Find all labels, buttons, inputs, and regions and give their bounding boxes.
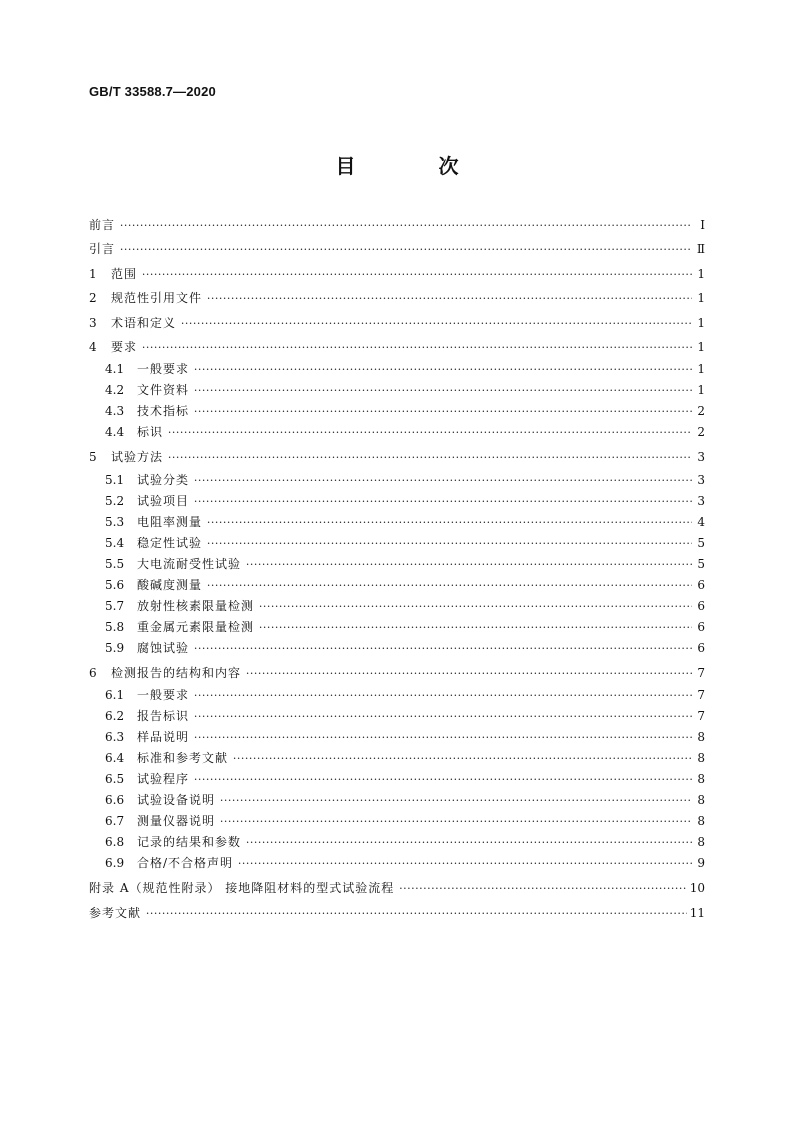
toc-entry-label: 稳定性试验	[137, 535, 203, 550]
toc-entry-page: 8	[697, 814, 705, 829]
toc-dot-leader	[246, 832, 692, 853]
toc-dot-leader	[233, 748, 692, 769]
toc-entry-label: 技术指标	[137, 404, 190, 419]
toc-entry-number: 6.1	[105, 688, 125, 703]
toc-dot-leader	[259, 617, 692, 638]
toc-entry-label: 范围	[111, 266, 138, 281]
toc-entry-number: 4	[89, 339, 97, 354]
toc-entry-page: 1	[697, 315, 705, 330]
toc-entry[interactable]	[89, 401, 705, 422]
toc-entry[interactable]	[89, 769, 705, 790]
toc-entry-label: 术语和定义	[111, 315, 177, 330]
toc-entry-page: 8	[697, 772, 705, 787]
toc-entry[interactable]	[89, 380, 705, 401]
toc-entry[interactable]	[89, 554, 705, 575]
toc-entry-number: 6.8	[105, 835, 125, 850]
toc-entry-label: 大电流耐受性试验	[137, 556, 242, 571]
toc-entry-page: 8	[697, 751, 705, 766]
toc-dot-leader	[220, 811, 692, 832]
toc-entry-number: 5.7	[105, 598, 125, 613]
toc-entry-page: 4	[697, 514, 705, 529]
toc-entry-page: 2	[697, 404, 705, 419]
toc-entry-label: 试验方法	[111, 450, 164, 465]
toc-entry[interactable]	[89, 661, 705, 685]
toc-entry-number: 6.7	[105, 814, 125, 829]
toc-entry-label: 要求	[111, 339, 138, 354]
toc-entry[interactable]	[89, 706, 705, 727]
toc-dot-leader	[238, 853, 692, 874]
toc-entry[interactable]	[89, 811, 705, 832]
toc-entry-label: 试验程序	[137, 772, 190, 787]
toc-dot-leader	[246, 554, 692, 575]
toc-entry-number: 6.5	[105, 772, 125, 787]
toc-entry-label: 样品说明	[137, 730, 190, 745]
toc-entry-page: 5	[697, 535, 705, 550]
toc-entry-number: 6.6	[105, 793, 125, 808]
toc-entry[interactable]	[89, 727, 705, 748]
toc-entry[interactable]	[89, 901, 705, 925]
toc-entry-label: 重金属元素限量检测	[137, 619, 255, 634]
toc-dot-leader	[194, 727, 692, 748]
toc-entry-number: 4.3	[105, 404, 125, 419]
toc-entry-number: 5.5	[105, 556, 125, 571]
toc-entry-label: 测量仪器说明	[137, 814, 216, 829]
toc-dot-leader	[259, 596, 692, 617]
toc-dot-leader	[146, 902, 687, 926]
toc-dot-leader	[246, 662, 692, 686]
toc-entry-page: Ⅱ	[696, 242, 705, 257]
toc-entry[interactable]	[89, 596, 705, 617]
toc-entry-number: 5.3	[105, 514, 125, 529]
toc-entry-page: 1	[697, 266, 705, 281]
toc-entry-page: 8	[697, 835, 705, 850]
toc-dot-leader	[207, 533, 692, 554]
toc-entry[interactable]	[89, 575, 705, 596]
toc-entry[interactable]	[89, 685, 705, 706]
toc-entry-label: 试验项目	[137, 493, 190, 508]
toc-dot-leader	[207, 575, 692, 596]
toc-dot-leader	[142, 336, 692, 360]
toc-entry-page: 9	[697, 856, 705, 871]
toc-entry-page: 6	[697, 619, 705, 634]
toc-entry-label: 合格/不合格声明	[137, 856, 234, 871]
toc-entry-label: 附录 A（规范性附录） 接地降阻材料的型式试验流程	[89, 881, 395, 896]
toc-dot-leader	[194, 706, 692, 727]
toc-entry-page: 1	[697, 362, 705, 377]
toc-entry-number: 4.2	[105, 383, 125, 398]
toc-dot-leader	[142, 263, 692, 287]
toc-dot-leader	[220, 790, 692, 811]
toc-entry-number: 6	[89, 665, 97, 680]
toc-entry[interactable]	[89, 445, 705, 469]
toc-entry-number: 5.9	[105, 640, 125, 655]
toc-dot-leader	[194, 491, 692, 512]
toc-dot-leader	[194, 685, 692, 706]
toc-entry-label: 检测报告的结构和内容	[111, 665, 242, 680]
toc-dot-leader	[207, 287, 692, 311]
toc-entry-number: 4.4	[105, 425, 125, 440]
toc-entry-page: 3	[697, 472, 705, 487]
toc-entry-number: 5.2	[105, 493, 125, 508]
toc-entry-page: 1	[697, 291, 705, 306]
toc-entry-label: 放射性核素限量检测	[137, 598, 255, 613]
toc-entry-page: 1	[697, 339, 705, 354]
toc-dot-leader	[120, 214, 692, 238]
toc-entry-number: 5.8	[105, 619, 125, 634]
toc-dot-leader	[399, 877, 687, 901]
toc-entry-number: 6.3	[105, 730, 125, 745]
toc-entry-page: 1	[697, 383, 705, 398]
toc-entry-label: 规范性引用文件	[111, 291, 203, 306]
toc-entry-label: 腐蚀试验	[137, 640, 190, 655]
toc-entry-page: 8	[697, 793, 705, 808]
toc-dot-leader	[194, 638, 692, 659]
toc-entry-label: 报告标识	[137, 709, 190, 724]
toc-entry-page: 6	[697, 577, 705, 592]
toc-entry-number: 5.4	[105, 535, 125, 550]
toc-dot-leader	[194, 401, 692, 422]
toc-entry[interactable]	[89, 470, 705, 491]
toc-entry-page: 7	[697, 665, 705, 680]
standard-number: GB/T 33588.7—2020	[89, 84, 216, 99]
toc-dot-leader	[168, 422, 692, 443]
toc-entry-label: 试验分类	[137, 472, 190, 487]
toc-entry-label: 试验设备说明	[137, 793, 216, 808]
toc-entry-label: 前言	[89, 218, 116, 232]
toc-entry-number: 5	[89, 450, 97, 465]
toc-entry-label: 记录的结果和参数	[137, 835, 242, 850]
toc-entry[interactable]	[89, 832, 705, 853]
toc-entry[interactable]	[89, 422, 705, 443]
toc-entry-page: 2	[697, 425, 705, 440]
toc-entry-label: 参考文献	[89, 905, 142, 920]
toc-entry[interactable]	[89, 533, 705, 554]
toc-entry-number: 3	[89, 315, 97, 330]
toc-entry[interactable]	[89, 876, 705, 900]
toc-entry-label: 一般要求	[137, 362, 190, 377]
toc-entry-number: 6.9	[105, 856, 125, 871]
page-title: 目 次	[335, 154, 497, 178]
toc-entry-number: 2	[89, 291, 97, 306]
toc-entry[interactable]	[89, 237, 705, 261]
toc-entry[interactable]	[89, 359, 705, 380]
toc-entry-page: Ⅰ	[700, 218, 705, 232]
toc-dot-leader	[194, 470, 692, 491]
toc-entry-page: 6	[697, 640, 705, 655]
toc-entry-page: 3	[697, 450, 705, 465]
toc-entry-page: 5	[697, 556, 705, 571]
toc-entry[interactable]	[89, 790, 705, 811]
toc-entry-label: 引言	[89, 242, 116, 257]
toc-entry[interactable]	[89, 512, 705, 533]
toc-entry[interactable]	[89, 335, 705, 359]
toc-dot-leader	[168, 446, 692, 470]
toc-entry-number: 5.1	[105, 472, 125, 487]
toc-dot-leader	[120, 238, 692, 262]
toc-entry[interactable]	[89, 262, 705, 286]
toc-entry-number: 1	[89, 266, 97, 281]
toc-entry[interactable]	[89, 638, 705, 659]
toc-entry-page: 8	[697, 730, 705, 745]
toc-entry-page: 3	[697, 493, 705, 508]
toc-entry-label: 一般要求	[137, 688, 190, 703]
toc-dot-leader	[207, 512, 692, 533]
toc-entry[interactable]	[89, 311, 705, 335]
toc-entry[interactable]	[89, 213, 705, 237]
toc-dot-leader	[194, 380, 692, 401]
toc-entry-label: 标准和参考文献	[137, 751, 229, 766]
toc-entry-page: 10	[689, 881, 705, 896]
toc-entry-page: 7	[697, 709, 705, 724]
toc-entry-number: 4.1	[105, 362, 125, 377]
toc-entry-label: 文件资料	[137, 383, 190, 398]
toc-entry-page: 6	[697, 598, 705, 613]
toc-dot-leader	[194, 359, 692, 380]
toc-entry[interactable]	[89, 491, 705, 512]
toc-entry[interactable]	[89, 286, 705, 310]
toc-entry-label: 标识	[137, 425, 164, 440]
toc-entry[interactable]	[89, 748, 705, 769]
toc-entry-number: 6.4	[105, 751, 125, 766]
toc-entry[interactable]	[89, 853, 705, 874]
toc-entry-label: 电阻率测量	[137, 514, 203, 529]
toc-dot-leader	[181, 312, 692, 336]
toc-entry-label: 酸碱度测量	[137, 577, 203, 592]
toc-entry-number: 5.6	[105, 577, 125, 592]
toc-dot-leader	[194, 769, 692, 790]
table-of-contents	[89, 213, 705, 925]
toc-entry-page: 11	[689, 905, 705, 920]
toc-entry-page: 7	[697, 688, 705, 703]
toc-entry[interactable]	[89, 617, 705, 638]
toc-entry-number: 6.2	[105, 709, 125, 724]
